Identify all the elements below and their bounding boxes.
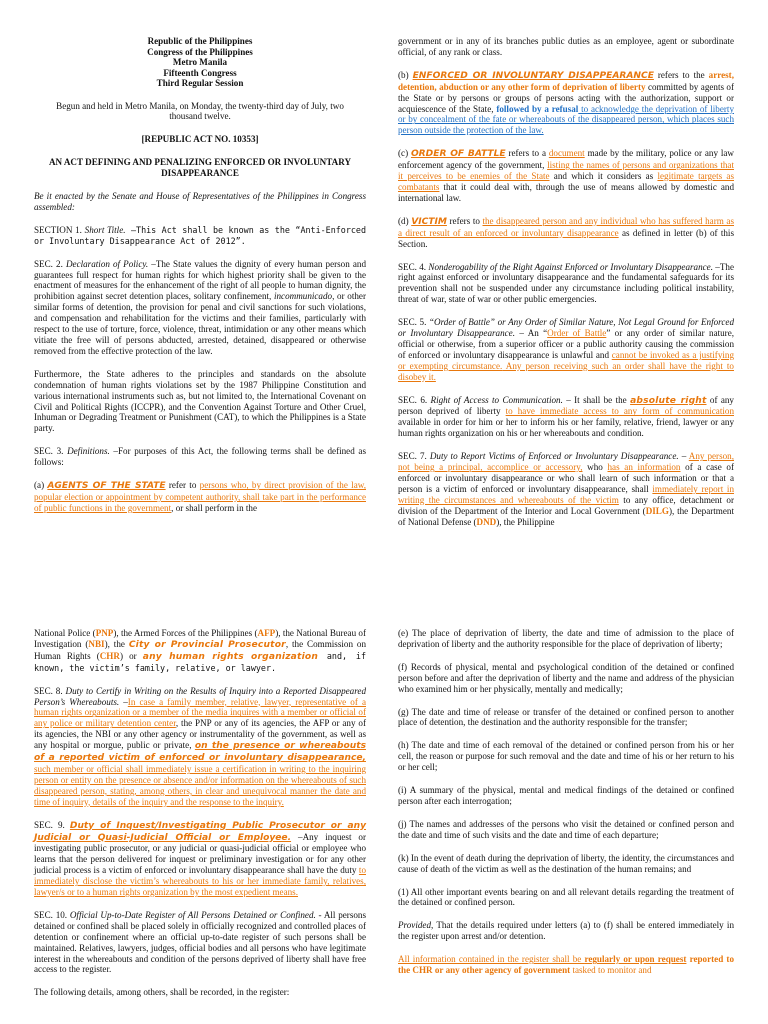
defined-term: AGENTS OF THE STATE (47, 481, 166, 492)
section-4 (398, 262, 734, 306)
section-6 (398, 395, 734, 440)
section-7-continued (34, 628, 366, 674)
register-item-l: (1) All other important events bearing on and all relevant details regarding the treatment of the detained or confined person. (398, 886, 734, 908)
section-9 (34, 820, 366, 898)
section-title: Right of Access to Communication. (430, 394, 563, 405)
definition-text: , or shall perform in the (171, 502, 258, 513)
section-title: Short Title. (84, 224, 126, 235)
item-label: (a) (34, 480, 48, 491)
section-text: to any office, detachment or division of the Department of the Interior and Local Government ( (398, 494, 734, 516)
highlight-orange: Any person, not being a principal, accomplice or accessory, (398, 451, 734, 473)
section-text: ), the (104, 638, 129, 649)
definition-b (398, 70, 734, 136)
definition-text: committed by agents of the State or by persons or groups of persons acting with the authorization, support or acquiescence of the State, (398, 81, 735, 114)
item-label: (d) (398, 215, 412, 226)
header-line: Congress of the Philippines (147, 46, 253, 57)
defined-term: ORDER OF BATTLE (410, 149, 506, 160)
section-text: –The right against enforced or involuntary disappearance and the fundamental safeguards for its prevention shall not be suspended under any circumstance including political instability, threat of war, state of war or other public emergencies. (398, 261, 734, 305)
register-item-i: (i) A summary of the physical, mental and medical findings of the detained or confined person after each interrogation; (398, 785, 734, 806)
register-item-j: (j) The names and addresses of the persons who visit the detained or confined person and the date and time of such visits and the date and time of each departure; (398, 818, 734, 840)
header-line: Third Regular Session (156, 78, 244, 88)
section-number: SEC. 6. (398, 394, 431, 405)
section-text: –The State values the dignity of every human person and guarantees full respect for human rights for which highest priority shall be given to the enactment of measures for the enhancement of the right of all people to human dignity, the prohibition against secret detention places, solitary confinement, (34, 258, 366, 302)
highlight-orange: persons who, by direct provision of the law, popular election or appointment by competent authority, shall take part in the performance of public functions in the government (34, 480, 366, 513)
highlight-orange: immediately report in writing the circumstances and whereabouts of the victim (398, 483, 734, 505)
section-10-paragraph-2: The following details, among others, shall be recorded, in the register: (34, 987, 290, 998)
section-text: National Police ( (34, 628, 96, 638)
page1-left-column (34, 36, 366, 526)
highlight-orange: to have immediate access to any form of communication (505, 406, 734, 417)
definition-text: as defined in letter (b) of this Section. (398, 227, 734, 249)
section-number: SEC. 3. (34, 446, 68, 457)
highlight-orange: AFP (257, 628, 276, 638)
section-text: of a case of enforced or involuntary disappearance or who shall learn of such information or that a person is a victim of enforced or involuntary disappearance, shall (398, 462, 734, 494)
section-8 (34, 686, 366, 808)
register-item-g: (g) The date and time of release or transfer of the detained or confined person to another place of detention, the destination and the authority responsible for the transfer; (398, 706, 734, 728)
highlight-orange: legitimate targets as combatants (398, 171, 734, 192)
section-text: - All persons detained or confined shall be placed solely in officially recognized and controlled places of detention or confinement where an official up-to-date register of such persons shall be maintained. Relatives, lawyers, judges, official bodies and all persons who have legitimate interest in the whereabouts and condition of the persons deprived of liberty shall have free access to the register. (34, 909, 366, 975)
register-reporting (398, 954, 734, 976)
highlight-orange: Any person receiving such an order shall have the right to disobey it. (398, 360, 734, 382)
section-text: ” or any order of similar nature, official or otherwise, from a superior officer or a public authority causing the commission of enforced or involuntary disappearance is unlawful and (398, 328, 735, 360)
section-text: – (119, 696, 128, 707)
section-number: SEC. 2. (34, 258, 66, 269)
section-3 (34, 446, 366, 468)
definition-a (34, 480, 366, 514)
highlight-orange: any human rights organization (142, 651, 319, 662)
highlight-orange: arrest, detention, abduction or any other form of deprivation of liberty (398, 69, 734, 92)
section-text: who (582, 462, 608, 473)
act-title: AN ACT DEFINING AND PENALIZING ENFORCED OR INVOLUNTARY DISAPPEARANCE (48, 157, 352, 179)
definition-c (398, 148, 734, 204)
definition-text: refer to (165, 480, 200, 491)
highlight-orange: CHR (99, 650, 120, 661)
highlight-blue: to acknowledge the deprivation of liberty or by concealment of the fate or whereabouts of the disappeared person, which places such person outside the protection of the law. (398, 103, 734, 136)
page1-right-column (398, 36, 734, 540)
section-text: , the PNP or any of its agencies, the AFP or any of its agencies, the NBI or any other agency or instrumentality of the government, as well as any hospital or morgue, public or private, (34, 718, 366, 751)
section-text: ), the National Bureau of Investigation ( (34, 628, 367, 649)
highlight-orange: listing the names of persons and organizations that it perceives to be enemies of the State (398, 160, 734, 182)
section-number: SEC. 7. (398, 451, 430, 462)
highlight-orange: NBI (88, 638, 105, 649)
highlight-orange: regularly or upon request (584, 954, 687, 965)
enacting-clause: Be it enacted by the Senate and House of Representatives of the Philippines in Congress assembled: (34, 191, 366, 212)
item-label: (c) (398, 148, 411, 159)
highlight-orange: cannot be invoked as a justifying or exempting circumstance. (398, 349, 734, 371)
section-number: SEC. 4. (398, 261, 429, 272)
page2-right-column (398, 628, 734, 976)
register-item-k: (k) In the event of death during the deprivation of liberty, the identity, the circumstances and cause of death of the victim as well as the destination of the human remains; and (398, 852, 734, 874)
page2-left-column (34, 628, 366, 1010)
provided-label: Provided, (398, 920, 434, 931)
section-text: –This Act shall be known as the “Anti-Enforced or Involuntary Disappearance Act of 2012”. (34, 224, 366, 246)
section-5 (398, 317, 734, 382)
section-text: ), the Philippine (496, 516, 555, 527)
header-line: Republic of the Philippines (147, 36, 253, 46)
section-text: –For purposes of this Act, the following terms shall be defined as follows: (34, 446, 366, 468)
highlight-orange: to immediately disclose the victim’s whereabouts to his or her immediate family, relatives, lawyer/s or to a human rights organization by the most expedient means. (34, 865, 366, 898)
highlight-orange: document (548, 148, 585, 159)
section-7 (398, 451, 734, 527)
defined-term: VICTIM (411, 216, 447, 227)
section-text: ) or (119, 650, 143, 661)
highlight-orange: has an information (607, 462, 681, 473)
highlight-orange: City or Provincial Prosecutor (128, 639, 286, 650)
definition-text: refers to a (505, 148, 549, 159)
section-number: SEC. 8. (34, 685, 66, 696)
definition-text: and which it considers as (549, 171, 658, 182)
section-title: Definitions. (67, 446, 110, 457)
section-text: That the details required under letters (a) to (f) shall be entered immediately in the register upon arrest and/or detention. (398, 920, 734, 942)
section-title: “Order of Battle” or Any Order of Similar Nature, Not Legal Ground for Enforced or Involuntary Disappearance. (398, 317, 734, 339)
section-10 (34, 910, 366, 975)
section-1 (34, 225, 366, 247)
section-number: SEC. 5. (398, 317, 429, 328)
highlight-orange: on the presence or whereabouts of a reported victim of enforced or involuntary disappearance, (34, 741, 366, 764)
section-title: Nonderogability of the Right Against Enforced or Involuntary Disappearance. (428, 261, 713, 272)
highlight-orange: the disappeared person and any individual who has suffered harm as a direct result of an enforced or involuntary disappearance (398, 215, 734, 238)
header-line: Metro Manila (172, 57, 228, 67)
highlight-orange: Order of Battle (547, 328, 607, 339)
provided-clause (398, 920, 734, 942)
section-title: Duty of Inquest/Investigating Public Prosecutor or any Judicial or Quasi-Judicial Official or Employee. (34, 820, 366, 843)
section-text: –Any inquest or investigating public prosecutor, or any judicial or quasi-judicial official or employee who learns that the person delivered for inquest or preliminary investigation or for any other judicial process is a victim of enforced or involuntary disappearance shall have the duty (34, 831, 367, 876)
section-text: available in order for him or her to inform his or her family, relative, friend, lawyer or any human rights organization on his or her whereabouts and condition. (398, 417, 734, 439)
section-text: – It shall be the (562, 394, 631, 405)
section-number: SEC. 9. (34, 819, 70, 830)
header-block (34, 36, 366, 89)
item-label: (b) (398, 69, 413, 80)
register-item-e: (e) The place of deprivation of liberty, the date and time of admission to the place of deprivation of liberty and the authority responsible for the place of deprivation of liberty; (398, 628, 734, 649)
highlight-orange: PNP (95, 628, 114, 638)
section-text: ), the Department of National Defense ( (398, 505, 734, 527)
section-text: – (678, 451, 689, 462)
ra-number: [REPUBLIC ACT NO. 10353] (141, 134, 259, 145)
section-text: , the Commission on Human Rights ( (34, 638, 366, 661)
register-item-h: (h) The date and time of each removal of the detained or confined person from his or her cell, the reason or purpose for such removal and the date and time of his or her return to his or her cell; (398, 740, 734, 773)
section-title: Duty to Certify in Writing on the Results of Inquiry into a Reported Disappeared Person’s Whereabouts. (34, 685, 367, 707)
section-title: Duty to Report Victims of Enforced or Involuntary Disappearance. (429, 451, 679, 462)
highlight-orange: such member or official shall immediately issue a certification in writing to the inquiring person or entity on the presence or absence and/or information on the whereabouts of such disappeared person, stating, among others, in clear and unequivocal manner the date and time of inquiry, details of the inquiry and the response to the inquiry. (34, 763, 366, 807)
highlight-orange: In case a family member, relative, lawyer, representative of a human rights organization or a member of the media (34, 696, 366, 718)
highlight-orange: tasked to monitor and (570, 965, 652, 976)
section-text: , or other similar forms of detention, the provision for penal and civil sanctions for such violations, and compensation and rehabilitation for the victims and their families, particularly with respect to the use of torture, force, violence, threat, intimidation or any other means which vitiate the free will of persons abducted, arrested, detained, disappeared or otherwise removed from the effective protection of the law. (34, 291, 366, 356)
section-text: of any person deprived of liberty (398, 394, 734, 417)
highlight-orange: inquires with a member or official of any police or military detention center (34, 707, 367, 729)
definition-d (398, 216, 734, 250)
section-number: SEC. 10. (34, 909, 70, 920)
section-title: Official Up-to-Date Register of All Persons Detained or Confined. (69, 909, 316, 920)
definition-a-continued: government or in any of its branches public duties as an employee, agent or subordinate official, of any rank or class. (398, 36, 734, 57)
section-title: Declaration of Policy. (65, 258, 149, 269)
highlight-orange: absolute right (630, 395, 707, 406)
definition-text: made by the military, police or any law enforcement agency of the government, (398, 148, 734, 171)
definition-text: refers to the (653, 69, 709, 80)
section-number: SECTION 1. (34, 224, 85, 235)
begun-line: Begun and held in Metro Manila, on Monday, the twenty-third day of July, two thousand twelve. (56, 100, 344, 122)
highlight-orange: reported to the CHR or any other agency of government (398, 954, 735, 976)
definition-text: that it could deal with, through the use of means allowed by domestic and international law. (398, 181, 734, 203)
register-item-f: (f) Records of physical, mental and psychological condition of the detained or confined person before and after the deprivation of liberty and the name and address of the physician who examined him or her physically, mentally and medically; (398, 661, 734, 694)
section-text-italic: incommunicado (273, 291, 333, 302)
highlight-orange: DILG (645, 505, 669, 516)
section-2-paragraph-2: Furthermore, the State adheres to the principles and standards on the absolute condemnation of human rights violations set by the 1987 Philippine Constitution and various international instruments such as, but not limited to, the International Covenant on Civil and Political Rights (ICCPR), and the Convention Against Torture and Other Cruel, Inhuman or Degrading Treatment or Punishment (CAT), to which the Philippines is a State party. (34, 368, 366, 434)
highlight-orange: All information contained in the register shall be (398, 954, 585, 965)
definition-text: refers to (446, 215, 483, 226)
highlight-orange: DND (476, 516, 497, 527)
section-2 (34, 259, 366, 357)
section-text: and, if known, the victim’s family, relative, or lawyer. (34, 650, 366, 673)
section-text: – An “ (515, 328, 548, 339)
section-text: ), the Armed Forces of the Philippines ( (113, 628, 258, 638)
defined-term: ENFORCED OR INVOLUNTARY DISAPPEARANCE (412, 70, 654, 81)
header-line: Fifteenth Congress (163, 67, 237, 78)
highlight-blue: followed by a refusal (496, 103, 579, 114)
